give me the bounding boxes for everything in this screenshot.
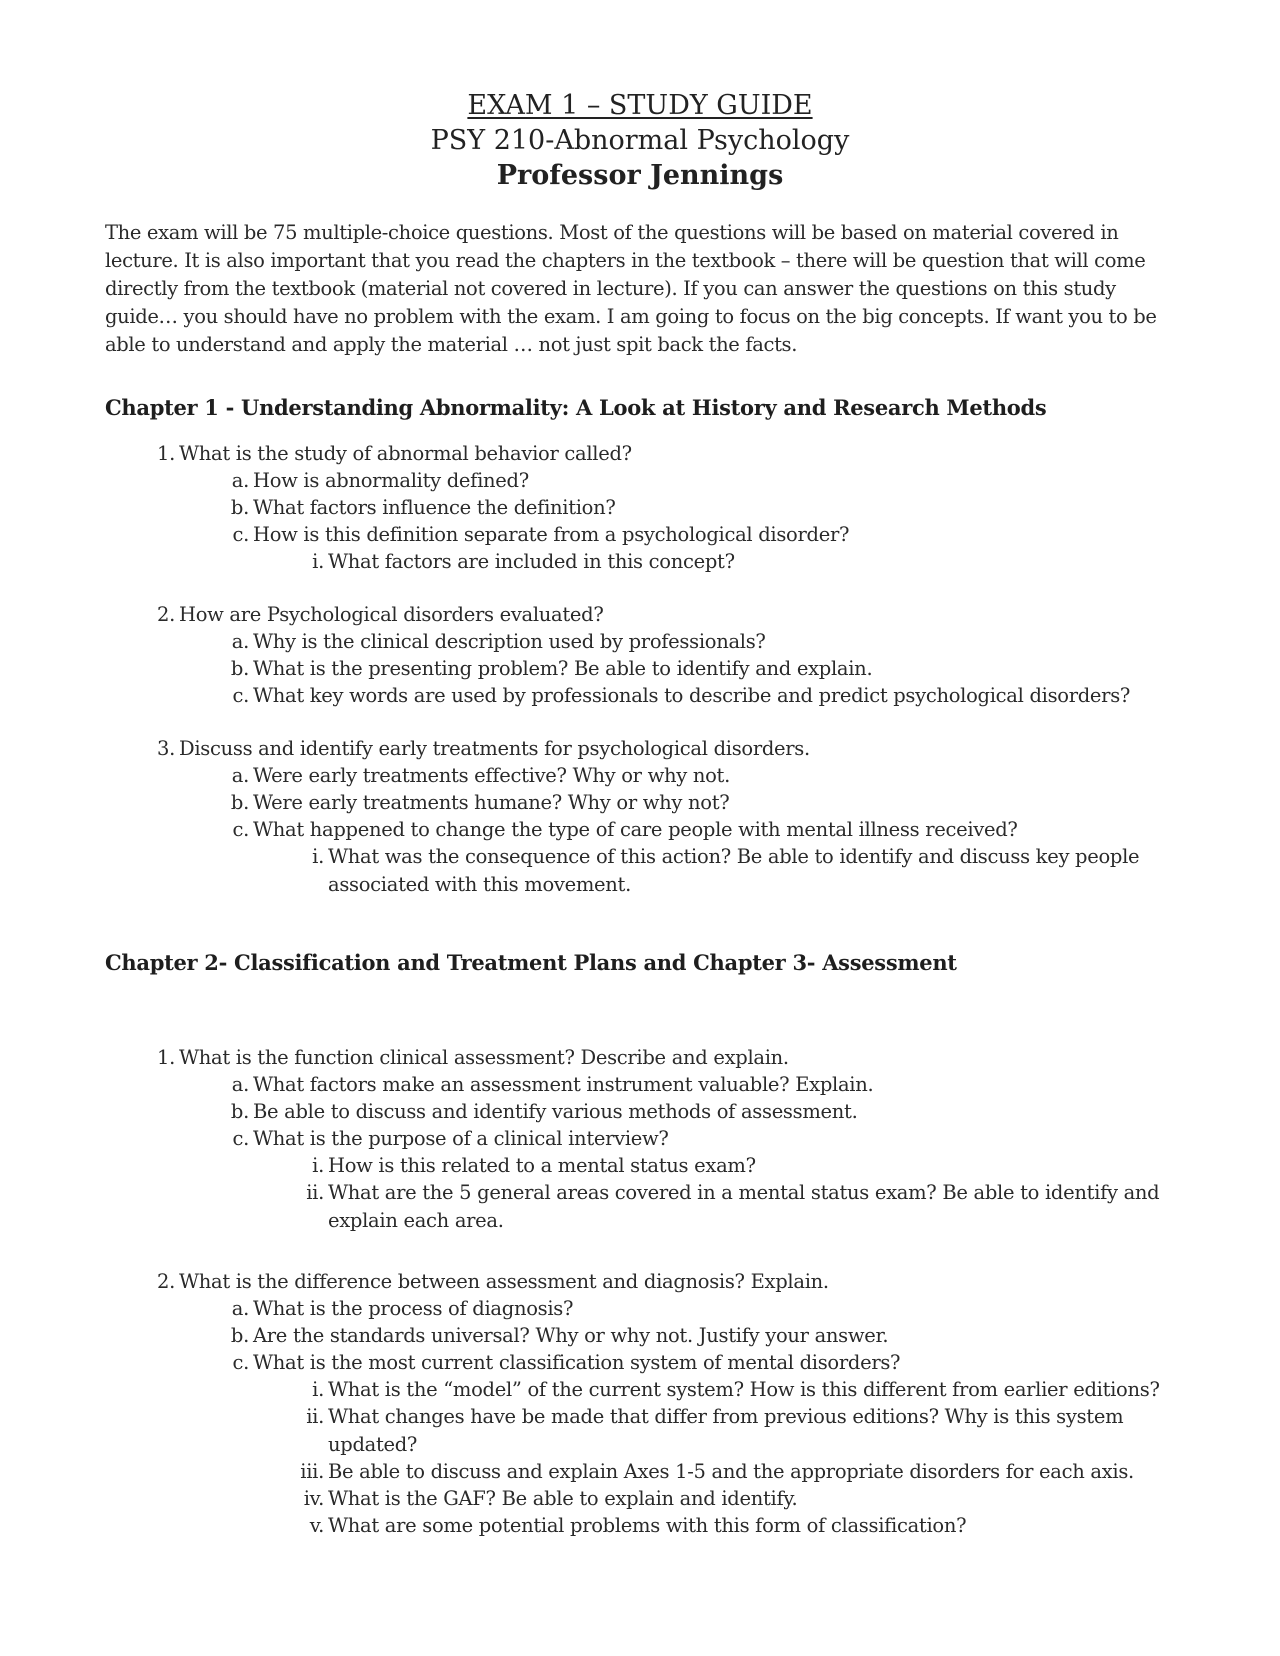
question-text: What is the study of abnormal behavior called? xyxy=(179,442,632,465)
list-item xyxy=(231,1071,1183,1099)
list-item xyxy=(156,1268,1179,1296)
document-header xyxy=(0,88,1280,193)
question-text: Were early treatments humane? Why or why not? xyxy=(253,791,730,814)
list-item xyxy=(231,467,1183,495)
list-marker: a. xyxy=(231,469,249,492)
question-text: What is the function clinical assessment? Describe and explain. xyxy=(179,1046,789,1069)
question-text: What factors are included in this concept? xyxy=(328,550,735,573)
intro-paragraph: The exam will be 75 multiple-choice questions. Most of the questions will be based on material covered in lecture. It is also important that you read the chapters in the textbook – there will be question that will come directly from the textbook (material not covered in lecture). If you can answer the questions on this study guide… you should have no problem with the exam. I am going to focus on the big concepts. If want you to be able to understand and apply the material … not just spit back the facts. xyxy=(105,221,1157,356)
question-text: What is the most current classification system of mental disorders? xyxy=(253,1351,901,1374)
question-text: Are the standards universal? Why or why not. Justify your answer. xyxy=(253,1324,889,1347)
question-text: What is the presenting problem? Be able to identify and explain. xyxy=(253,657,873,680)
list-marker: iv. xyxy=(303,1487,324,1510)
question-text: Be able to discuss and explain Axes 1-5 and the appropriate disorders for each axis. xyxy=(328,1460,1134,1483)
list-item xyxy=(230,789,1183,817)
question-text: How is abnormality defined? xyxy=(253,469,529,492)
question-text: What factors make an assessment instrument valuable? Explain. xyxy=(253,1073,874,1096)
list-marker: c. xyxy=(232,684,249,707)
professor-name: Professor Jennings xyxy=(496,160,784,191)
list-marker: a. xyxy=(231,630,249,653)
list-item xyxy=(232,1125,1183,1153)
list-marker: b. xyxy=(230,657,249,680)
list-marker: ii. xyxy=(306,1181,324,1204)
list-marker: a. xyxy=(231,764,249,787)
list-item xyxy=(306,1403,1168,1459)
question-text: What are some potential problems with this form of classification? xyxy=(328,1514,967,1537)
list-item xyxy=(231,628,1183,656)
question-text: How is this related to a mental status exam? xyxy=(328,1154,756,1177)
list-item xyxy=(231,1295,1183,1323)
list-marker: c. xyxy=(232,1351,249,1374)
list-item xyxy=(230,494,1183,522)
list-marker: b. xyxy=(230,1100,249,1123)
question-text: Were early treatments effective? Why or why not. xyxy=(253,764,730,787)
list-item xyxy=(156,440,1179,468)
list-item xyxy=(309,1512,1178,1540)
list-marker: 2. xyxy=(156,1270,175,1293)
list-marker: b. xyxy=(230,791,249,814)
list-marker: c. xyxy=(232,818,249,841)
list-item xyxy=(306,1179,1168,1235)
list-marker: i. xyxy=(312,1154,324,1177)
list-marker: a. xyxy=(231,1297,249,1320)
question-text: What is the difference between assessment and diagnosis? Explain. xyxy=(179,1270,829,1293)
list-marker: b. xyxy=(230,496,249,519)
question-text: How are Psychological disorders evaluated? xyxy=(179,603,604,626)
question-text: What is the GAF? Be able to explain and identify. xyxy=(328,1487,798,1510)
list-marker: c. xyxy=(232,523,249,546)
question-text: What was the consequence of this action? Be able to identify and discuss key people associated with this movement. xyxy=(328,845,1140,896)
course-title: PSY 210-Abnormal Psychology xyxy=(430,125,850,156)
list-item xyxy=(312,548,1178,576)
list-item xyxy=(312,843,1158,899)
list-item xyxy=(300,1458,1208,1486)
list-marker: 3. xyxy=(156,737,175,760)
list-marker: i. xyxy=(312,550,324,573)
list-marker: c. xyxy=(232,1127,249,1150)
list-item xyxy=(230,1322,1183,1350)
list-item xyxy=(232,682,1183,710)
question-text: What is the “model” of the current system? How is this different from earlier editions? xyxy=(328,1378,1160,1401)
list-item xyxy=(156,735,1179,763)
list-marker: v. xyxy=(309,1514,324,1537)
list-item xyxy=(232,1349,1183,1377)
question-text: What is the purpose of a clinical interview? xyxy=(253,1127,669,1150)
list-item xyxy=(230,1098,1183,1126)
list-marker: b. xyxy=(230,1324,249,1347)
list-marker: ii. xyxy=(306,1405,324,1428)
question-text: What changes have be made that differ from previous editions? Why is this system updated? xyxy=(328,1405,1124,1456)
list-item xyxy=(312,1152,1178,1180)
question-text: What key words are used by professionals to describe and predict psychological disorders? xyxy=(253,684,1131,707)
list-marker: iii. xyxy=(300,1460,324,1483)
chapter-2-3-heading: Chapter 2- Classification and Treatment Plans and Chapter 3- Assessment xyxy=(105,950,957,975)
list-item xyxy=(232,521,1183,549)
list-marker: 1. xyxy=(156,442,175,465)
list-marker: i. xyxy=(312,1378,324,1401)
question-text: How is this definition separate from a psychological disorder? xyxy=(253,523,850,546)
question-text: Be able to discuss and identify various methods of assessment. xyxy=(253,1100,858,1123)
list-item xyxy=(156,1044,1179,1072)
list-marker: 1. xyxy=(156,1046,175,1069)
exam-title: EXAM 1 – STUDY GUIDE xyxy=(467,90,813,121)
question-text: What are the 5 general areas covered in a mental status exam? Be able to identify and explain each area. xyxy=(328,1181,1160,1232)
list-item xyxy=(312,1376,1208,1404)
question-text: Discuss and identify early treatments for psychological disorders. xyxy=(179,737,810,760)
list-marker: i. xyxy=(312,845,324,868)
list-item xyxy=(232,816,1183,844)
list-item xyxy=(230,655,1183,683)
question-text: What is the process of diagnosis? xyxy=(253,1297,574,1320)
list-item xyxy=(231,762,1183,790)
list-item xyxy=(303,1485,1178,1513)
question-text: Why is the clinical description used by professionals? xyxy=(253,630,766,653)
list-marker: a. xyxy=(231,1073,249,1096)
list-marker: 2. xyxy=(156,603,175,626)
question-text: What happened to change the type of care people with mental illness received? xyxy=(253,818,1018,841)
question-text: What factors influence the definition? xyxy=(253,496,616,519)
list-item xyxy=(156,601,1179,629)
chapter-1-heading: Chapter 1 - Understanding Abnormality: A Look at History and Research Methods xyxy=(105,395,1047,420)
